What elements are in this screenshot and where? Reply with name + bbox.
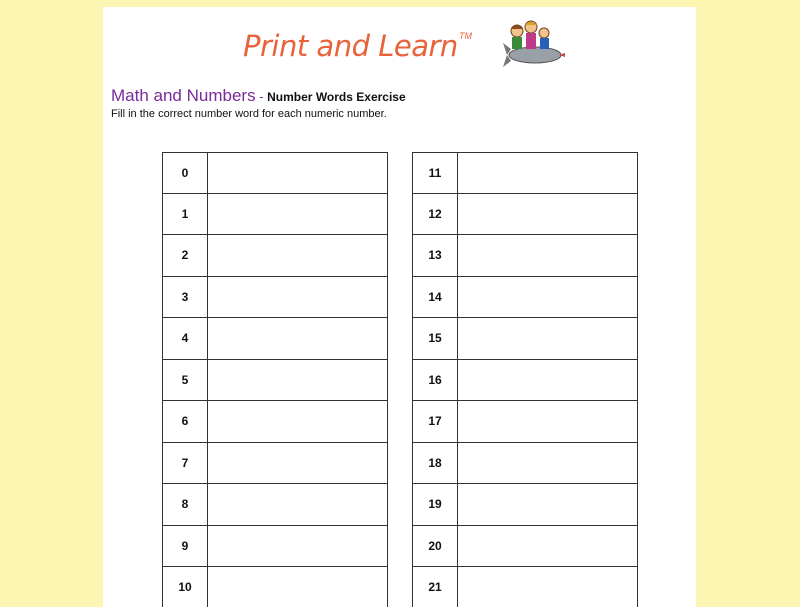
- table-row: [412, 318, 638, 360]
- number-cell: 20: [413, 526, 458, 567]
- number-cell: 12: [413, 194, 458, 235]
- instructions-text: Fill in the correct number word for each numeric number.: [111, 108, 387, 120]
- number-cell: 15: [413, 318, 458, 359]
- number-cell: 7: [163, 443, 208, 484]
- number-cell: 19: [413, 484, 458, 525]
- answer-cell[interactable]: [458, 235, 637, 276]
- table-row: [162, 235, 388, 277]
- table-row: [162, 443, 388, 485]
- answer-cell[interactable]: [208, 277, 387, 318]
- answer-cell[interactable]: [208, 235, 387, 276]
- table-row: [162, 401, 388, 443]
- table-row: [412, 484, 638, 526]
- page-title: [111, 86, 406, 106]
- logo-text: Print and Learn: [243, 29, 458, 63]
- answer-cell[interactable]: [208, 360, 387, 401]
- answer-cell[interactable]: [458, 153, 637, 193]
- print-and-learn-logo: [103, 29, 696, 79]
- table-row: [412, 401, 638, 443]
- table-row: [162, 318, 388, 360]
- answer-cell[interactable]: [208, 194, 387, 235]
- table-row: [412, 360, 638, 402]
- table-row: [412, 152, 638, 194]
- title-subtitle: Number Words Exercise: [267, 90, 406, 104]
- answer-cell[interactable]: [208, 318, 387, 359]
- number-cell: 16: [413, 360, 458, 401]
- number-cell: 21: [413, 567, 458, 607]
- answer-cell[interactable]: [458, 360, 637, 401]
- table-row: [412, 443, 638, 485]
- number-cell: 2: [163, 235, 208, 276]
- number-cell: 6: [163, 401, 208, 442]
- table-row: [412, 567, 638, 607]
- number-cell: 0: [163, 153, 208, 193]
- number-cell: 5: [163, 360, 208, 401]
- answer-cell[interactable]: [458, 567, 637, 607]
- answer-cell[interactable]: [458, 318, 637, 359]
- rocket-kids-icon: [495, 15, 565, 70]
- number-cell: 17: [413, 401, 458, 442]
- worksheet-page: [103, 7, 696, 607]
- number-cell: 11: [413, 153, 458, 193]
- answer-cell[interactable]: [208, 567, 387, 607]
- answer-cell[interactable]: [208, 526, 387, 567]
- table-row: [162, 360, 388, 402]
- answer-cell[interactable]: [208, 484, 387, 525]
- number-table-right: [412, 152, 638, 607]
- table-row: [162, 194, 388, 236]
- logo-trademark: TM: [459, 31, 472, 41]
- answer-cell[interactable]: [208, 401, 387, 442]
- table-row: [162, 526, 388, 568]
- answer-cell[interactable]: [458, 194, 637, 235]
- answer-cell[interactable]: [458, 277, 637, 318]
- table-row: [162, 277, 388, 319]
- number-cell: 8: [163, 484, 208, 525]
- number-cell: 13: [413, 235, 458, 276]
- table-row: [412, 235, 638, 277]
- number-cell: 9: [163, 526, 208, 567]
- title-main: Math and Numbers: [111, 86, 256, 105]
- answer-cell[interactable]: [458, 526, 637, 567]
- table-row: [162, 484, 388, 526]
- answer-cell[interactable]: [208, 443, 387, 484]
- number-cell: 18: [413, 443, 458, 484]
- answer-cell[interactable]: [458, 401, 637, 442]
- table-row: [412, 526, 638, 568]
- number-cell: 4: [163, 318, 208, 359]
- number-cell: 14: [413, 277, 458, 318]
- number-cell: 3: [163, 277, 208, 318]
- table-row: [162, 567, 388, 607]
- answer-cell[interactable]: [458, 443, 637, 484]
- answer-cell[interactable]: [458, 484, 637, 525]
- table-row: [412, 194, 638, 236]
- table-row: [412, 277, 638, 319]
- title-separator: -: [255, 89, 268, 104]
- number-cell: 10: [163, 567, 208, 607]
- table-row: [162, 152, 388, 194]
- answer-cell[interactable]: [208, 153, 387, 193]
- number-cell: 1: [163, 194, 208, 235]
- number-table-left: [162, 152, 388, 607]
